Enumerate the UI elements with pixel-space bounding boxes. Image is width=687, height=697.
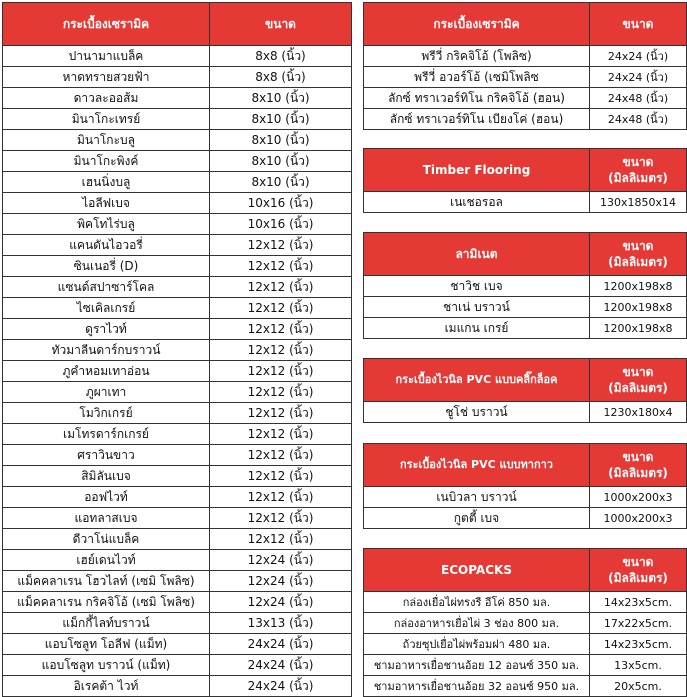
item-size: 10x16 (นิ้ว)	[210, 214, 352, 235]
item-size: 8x8 (นิ้ว)	[210, 46, 352, 67]
item-size: 8x10 (นิ้ว)	[210, 109, 352, 130]
table-row	[364, 402, 687, 423]
table-row	[364, 297, 687, 318]
item-size: 12x12 (นิ้ว)	[210, 235, 352, 256]
table-row	[3, 487, 352, 508]
item-size: 1230x180x4	[590, 402, 687, 423]
table-row	[3, 298, 352, 319]
item-size: 24x24 (นิ้ว)	[590, 67, 687, 88]
item-size: 8x10 (นิ้ว)	[210, 172, 352, 193]
item-name: เฮย์เดนไวท์	[3, 550, 210, 571]
table-row	[3, 403, 352, 424]
item-size: 12x12 (นิ้ว)	[210, 340, 352, 361]
table-row	[3, 214, 352, 235]
item-name: เนบิวลา บราวน์	[364, 487, 590, 508]
header-name: ลามิเนต	[364, 233, 590, 276]
item-name: ออฟไวท์	[3, 487, 210, 508]
header-size: ขนาด	[210, 3, 352, 46]
item-size: 12x12 (นิ้ว)	[210, 403, 352, 424]
item-name: ดีวาโน่แบล็ค	[3, 529, 210, 550]
item-name: แคนดันไอวอรี่	[3, 235, 210, 256]
table-row	[364, 592, 687, 613]
item-size: 14x23x5cm.	[590, 592, 687, 613]
item-name: อิเรคต้า ไวท์	[3, 676, 210, 697]
table-row	[3, 256, 352, 277]
table-row	[364, 276, 687, 297]
item-name: ชามอาหารเยื่อชานอ้อย 32 ออนซ์ 950 มล.	[364, 676, 590, 697]
header-size: ขนาด (มิลลิเมตร)	[590, 549, 687, 592]
laminate-table	[363, 232, 687, 339]
table-row	[364, 655, 687, 676]
table-row	[3, 109, 352, 130]
item-name: แอทลาสเบจ	[3, 508, 210, 529]
item-name: ศราวินขาว	[3, 445, 210, 466]
item-name: ถ้วยซุปเยื่อไผ่พร้อมฝา 480 มล.	[364, 634, 590, 655]
table-row	[3, 382, 352, 403]
item-size: 8x10 (นิ้ว)	[210, 151, 352, 172]
table-row	[3, 235, 352, 256]
item-size: 24x24 (นิ้ว)	[210, 655, 352, 676]
pvc-click-lock-table	[363, 358, 687, 423]
item-size: 12x12 (นิ้ว)	[210, 529, 352, 550]
item-name: ซินเนอรี่ (D)	[3, 256, 210, 277]
item-size: 12x24 (นิ้ว)	[210, 571, 352, 592]
item-name: ชาวิช เบจ	[364, 276, 590, 297]
table-row	[364, 88, 687, 109]
table-row	[364, 46, 687, 67]
item-name: เมโทรดาร์กเกรย์	[3, 424, 210, 445]
table-row	[3, 466, 352, 487]
header-size: ขนาด (มิลลิเมตร)	[590, 359, 687, 402]
item-size: 1200x198x8	[590, 318, 687, 339]
item-size: 8x10 (นิ้ว)	[210, 130, 352, 151]
table-row	[364, 508, 687, 529]
item-size: 8x10 (นิ้ว)	[210, 88, 352, 109]
item-name: แอบโซลูท โอลีฟ (แม็ท)	[3, 634, 210, 655]
item-name: ดาวละออส้ม	[3, 88, 210, 109]
item-name: กล่องเยื่อไผ่ทรงรี อีโค่ 850 มล.	[364, 592, 590, 613]
table-row	[3, 193, 352, 214]
item-name: กูตตี้ เบจ	[364, 508, 590, 529]
item-name: ภูผาเทา	[3, 382, 210, 403]
item-name: ชาเน่ บราวน์	[364, 297, 590, 318]
item-size: 1200x198x8	[590, 276, 687, 297]
header-size: ขนาด (มิลลิเมตร)	[590, 233, 687, 276]
pvc-glue-table	[363, 443, 687, 529]
item-name: พรีวี่ กริคจิโอ้ (โพลิซ)	[364, 46, 590, 67]
item-size: 12x24 (นิ้ว)	[210, 592, 352, 613]
item-name: มินาโกะบลู	[3, 130, 210, 151]
item-name: ทัวมาลีนดาร์กบราวน์	[3, 340, 210, 361]
item-size: 13x13 (นิ้ว)	[210, 613, 352, 634]
item-size: 130x1850x14	[590, 192, 687, 213]
item-name: เนเชอรอล	[364, 192, 590, 213]
table-row	[3, 88, 352, 109]
item-size: 24x48 (นิ้ว)	[590, 109, 687, 130]
table-row	[364, 676, 687, 697]
ceramic-table-left	[2, 2, 352, 697]
item-size: 8x8 (นิ้ว)	[210, 67, 352, 88]
table-row	[3, 130, 352, 151]
item-size: 12x12 (นิ้ว)	[210, 487, 352, 508]
item-size: 17x22x5cm.	[590, 613, 687, 634]
header-name: ECOPACKS	[364, 549, 590, 592]
item-size: 1000x200x3	[590, 508, 687, 529]
table-row	[3, 319, 352, 340]
table-row	[3, 340, 352, 361]
item-name: เมแกน เกรย์	[364, 318, 590, 339]
item-name: ไซเคิลเกรย์	[3, 298, 210, 319]
item-name: มินาโกะเทรย์	[3, 109, 210, 130]
item-name: กล่องอาหารเยื่อไผ่ 3 ช่อง 800 มล.	[364, 613, 590, 634]
item-size: 12x12 (นิ้ว)	[210, 361, 352, 382]
header-size: ขนาด (มิลลิเมตร)	[590, 444, 687, 487]
header-size: ขนาด	[590, 3, 687, 46]
table-row	[3, 655, 352, 676]
item-name: ภูคำหอมเทาอ่อน	[3, 361, 210, 382]
header-name: กระเบื้องเซรามิค	[364, 3, 590, 46]
item-size: 24x48 (นิ้ว)	[590, 88, 687, 109]
item-name: มินาโกะพิงค์	[3, 151, 210, 172]
item-size: 10x16 (นิ้ว)	[210, 193, 352, 214]
item-name: ลักซ์ ทราเวอร์ทิโน เบียงโค่ (ฮอน)	[364, 109, 590, 130]
item-size: 14x23x5cm.	[590, 634, 687, 655]
table-row	[3, 571, 352, 592]
item-size: 12x12 (นิ้ว)	[210, 508, 352, 529]
item-size: 20x5cm.	[590, 676, 687, 697]
table-row	[364, 634, 687, 655]
table-row	[3, 172, 352, 193]
item-size: 1000x200x3	[590, 487, 687, 508]
item-size: 24x24 (นิ้ว)	[210, 676, 352, 697]
item-name: สิมิลันเบจ	[3, 466, 210, 487]
header-name: กระเบื้องไวนิล PVC แบบทากาว	[364, 444, 590, 487]
header-name: กระเบื้องไวนิล PVC แบบคลิ๊กล็อค	[364, 359, 590, 402]
item-size: 12x12 (นิ้ว)	[210, 256, 352, 277]
item-name: แอบโซลูท บราวน์ (แม็ท)	[3, 655, 210, 676]
item-size: 1200x198x8	[590, 297, 687, 318]
table-row	[364, 192, 687, 213]
item-name: ลักซ์ ทราเวอร์ทิโน กริคจิโอ้ (ฮอน)	[364, 88, 590, 109]
header-size: ขนาด (มิลลิเมตร)	[590, 149, 687, 192]
item-name: แซนด์สปาซาร์โคล	[3, 277, 210, 298]
table-row	[3, 613, 352, 634]
item-name: ไอลีฟเบจ	[3, 193, 210, 214]
item-size: 12x12 (นิ้ว)	[210, 382, 352, 403]
item-name: ชูโช่ บราวน์	[364, 402, 590, 423]
item-name: พิคโทไร่บลู	[3, 214, 210, 235]
item-name: แม็กกี้ไลท์บราวน์	[3, 613, 210, 634]
table-row	[3, 445, 352, 466]
item-name: เฮนนิ่งบลู	[3, 172, 210, 193]
table-row	[3, 424, 352, 445]
item-size: 12x12 (นิ้ว)	[210, 319, 352, 340]
table-row	[3, 67, 352, 88]
table-row	[3, 634, 352, 655]
item-name: แม็คคลาเรน โฮวไลท์ (เซมิ โพลิซ)	[3, 571, 210, 592]
header-name: Timber Flooring	[364, 149, 590, 192]
header-name: กระเบื้องเซรามิค	[3, 3, 210, 46]
item-size: 12x24 (นิ้ว)	[210, 550, 352, 571]
table-row	[3, 550, 352, 571]
ecopacks-table	[363, 548, 687, 697]
table-row	[364, 318, 687, 339]
item-name: แม็คคลาเรน กริคจิโอ้ (เซมิ โพลิซ)	[3, 592, 210, 613]
table-row	[364, 487, 687, 508]
item-size: 12x12 (นิ้ว)	[210, 298, 352, 319]
timber-flooring-table	[363, 148, 687, 213]
item-size: 12x12 (นิ้ว)	[210, 424, 352, 445]
item-size: 13x5cm.	[590, 655, 687, 676]
table-row	[3, 46, 352, 67]
item-name: ดูราไวท์	[3, 319, 210, 340]
table-row	[3, 151, 352, 172]
item-name: ชามอาหารเยื่อชานอ้อย 12 ออนซ์ 350 มล.	[364, 655, 590, 676]
table-row	[364, 613, 687, 634]
table-row	[364, 67, 687, 88]
item-size: 24x24 (นิ้ว)	[210, 634, 352, 655]
item-name: โมวิกเกรย์	[3, 403, 210, 424]
item-size: 24x24 (นิ้ว)	[590, 46, 687, 67]
item-name: ปานามาแบล็ค	[3, 46, 210, 67]
item-name: หาดทรายสวยฟ้า	[3, 67, 210, 88]
table-row	[3, 361, 352, 382]
table-row	[3, 508, 352, 529]
table-row	[3, 592, 352, 613]
table-row	[3, 277, 352, 298]
item-size: 12x12 (นิ้ว)	[210, 466, 352, 487]
table-row	[3, 676, 352, 697]
item-name: พรีวี่ อวอร์โอ้ (เซมิโพลิซ	[364, 67, 590, 88]
table-row	[3, 529, 352, 550]
item-size: 12x12 (นิ้ว)	[210, 445, 352, 466]
item-size: 12x12 (นิ้ว)	[210, 277, 352, 298]
table-row	[364, 109, 687, 130]
ceramic-table-right	[363, 2, 687, 130]
